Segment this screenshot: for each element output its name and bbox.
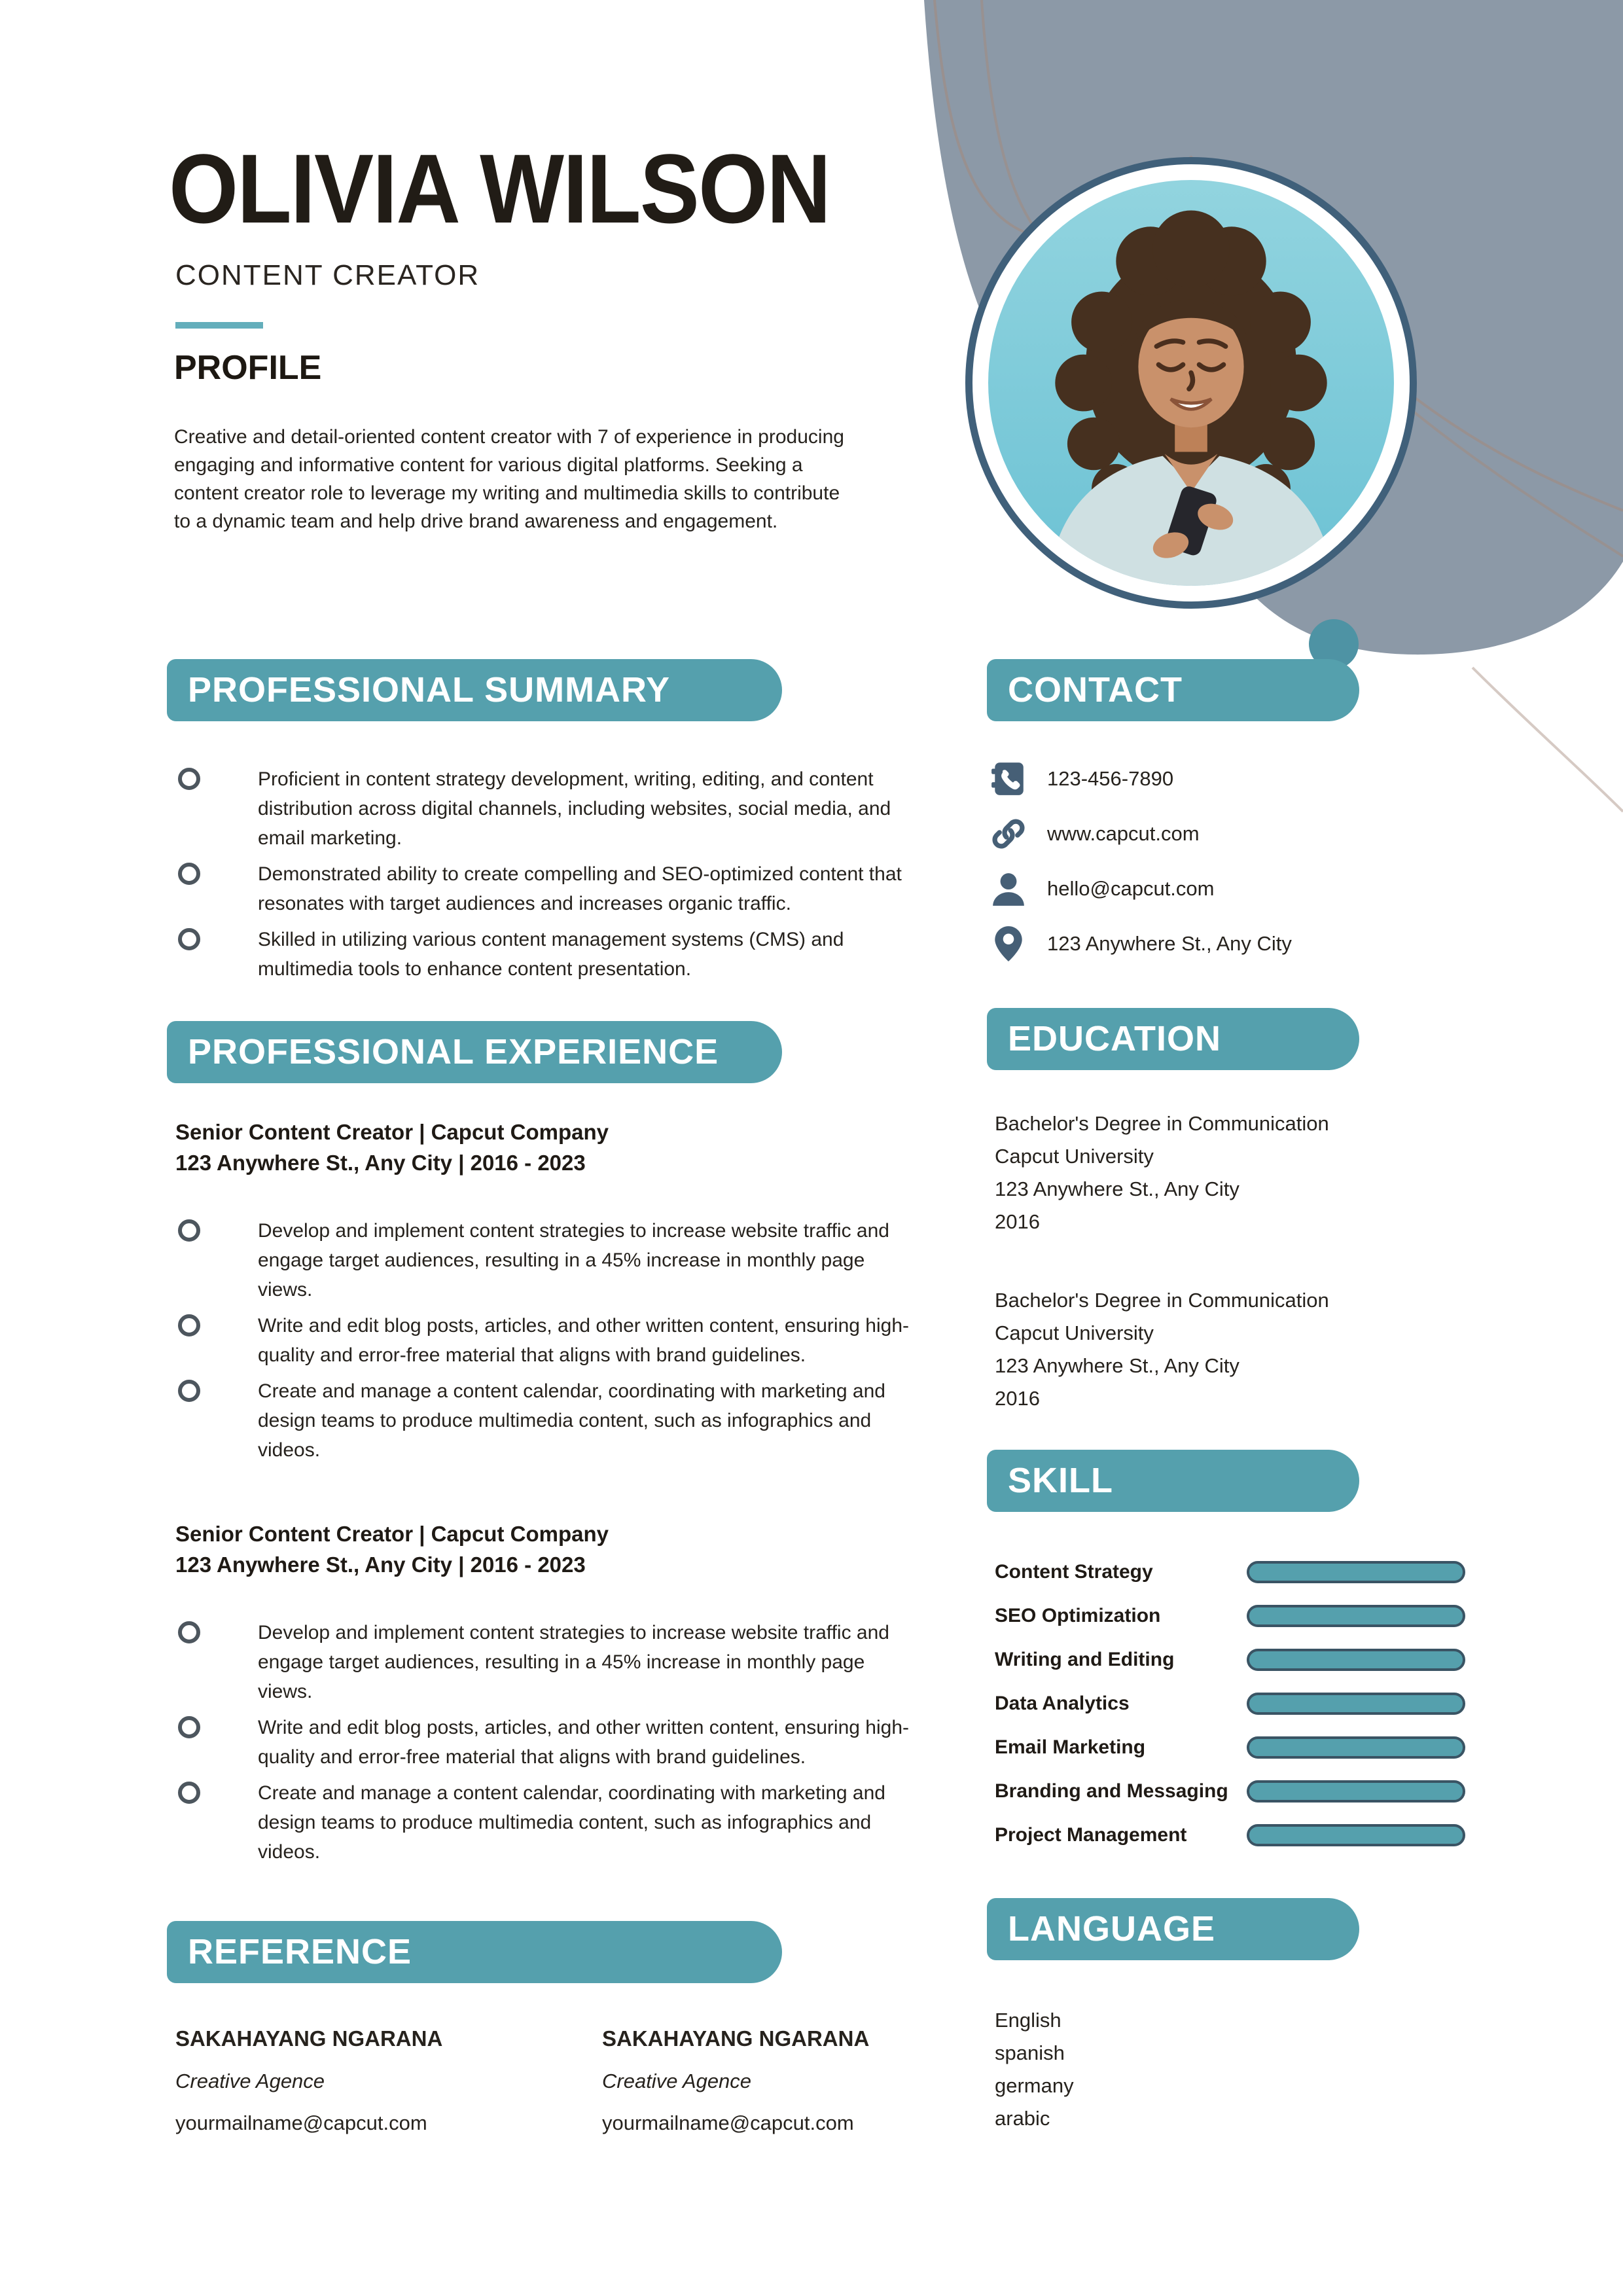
list-item: Write and edit blog posts, articles, and other written content, ensuring high-quality and error-free material that aligns with brand guidelines.	[174, 1713, 923, 1772]
skill-label: Content Strategy	[995, 1561, 1153, 1583]
skill-bar	[1247, 1736, 1465, 1759]
job-title-line: Senior Content Creator | Capcut Company	[175, 1120, 609, 1144]
accent-rule	[175, 322, 263, 329]
skill-label: Branding and Messaging	[995, 1780, 1228, 1802]
skill-label: Email Marketing	[995, 1736, 1146, 1758]
education-address: 123 Anywhere St., Any City	[995, 1177, 1240, 1200]
skill-row	[995, 1649, 1463, 1671]
profile-heading: PROFILE	[174, 349, 322, 387]
skill-row	[995, 1561, 1463, 1583]
job-bullets	[174, 1216, 923, 1471]
language-banner: LANGUAGE	[987, 1898, 1359, 1960]
reference-name: SAKAHAYANG NGARANA	[602, 2026, 870, 2051]
contact-item	[990, 924, 1292, 963]
reference-entry	[602, 2026, 1008, 2135]
skill-row	[995, 1824, 1463, 1846]
experience-banner: PROFESSIONAL EXPERIENCE	[167, 1021, 782, 1083]
list-item: Develop and implement content strategies to increase website traffic and engage target audiences, resulting in a 45% increase in monthly page views.	[174, 1216, 923, 1304]
education-entry	[995, 1107, 1571, 1238]
contact-item	[990, 814, 1200, 853]
education-school: Capcut University	[995, 1145, 1154, 1168]
list-item: Demonstrated ability to create compelling and SEO-optimized content that resonates with target audiences and increases organic traffic.	[174, 859, 923, 918]
skill-row	[995, 1736, 1463, 1759]
skill-row	[995, 1605, 1463, 1627]
skill-bar	[1247, 1780, 1465, 1803]
skill-label: Writing and Editing	[995, 1649, 1175, 1670]
job-title-line: Senior Content Creator | Capcut Company	[175, 1522, 609, 1546]
person-icon	[990, 870, 1027, 908]
reference-email: yourmailname@capcut.com	[602, 2111, 854, 2134]
list-item: Develop and implement content strategies to increase website traffic and engage target audiences, resulting in a 45% increase in monthly page views.	[174, 1618, 923, 1706]
list-item: Create and manage a content calendar, coordinating with marketing and design teams to produce multimedia content, such as infographics and videos.	[174, 1376, 923, 1465]
reference-name: SAKAHAYANG NGARANA	[175, 2026, 443, 2051]
language-item: spanish	[995, 2041, 1065, 2064]
decorative-line	[1472, 668, 1623, 812]
contact-website: www.capcut.com	[1047, 822, 1200, 845]
phone-icon	[990, 760, 1027, 798]
summary-list	[174, 764, 923, 990]
reference-banner: REFERENCE	[167, 1921, 782, 1983]
contact-item	[990, 869, 1214, 908]
skill-banner: SKILL	[987, 1450, 1359, 1512]
job-header	[175, 1117, 609, 1178]
contact-address: 123 Anywhere St., Any City	[1047, 932, 1292, 955]
education-year: 2016	[995, 1210, 1040, 1233]
job-meta-line: 123 Anywhere St., Any City | 2016 - 2023	[175, 1552, 586, 1577]
education-degree: Bachelor's Degree in Communication	[995, 1289, 1329, 1312]
language-item: germany	[995, 2074, 1074, 2097]
skill-row	[995, 1780, 1463, 1803]
profile-text: Creative and detail-oriented content creator with 7 of experience in producing engaging and informative content for various digital platforms. Seeking a content creator role to leverage my writing and multimedia skills to contribute to a dynamic team and help drive brand awareness and engagement.	[174, 426, 844, 532]
language-list	[995, 2004, 1074, 2135]
education-banner: EDUCATION	[987, 1008, 1359, 1070]
skill-bar	[1247, 1605, 1465, 1627]
skill-bar	[1247, 1693, 1465, 1715]
skill-label: Data Analytics	[995, 1693, 1130, 1714]
contact-banner: CONTACT	[987, 659, 1359, 721]
contact-item	[990, 759, 1173, 798]
skill-bar	[1247, 1649, 1465, 1671]
skill-label: Project Management	[995, 1824, 1187, 1846]
education-degree: Bachelor's Degree in Communication	[995, 1112, 1329, 1135]
avatar-illustration	[988, 180, 1394, 586]
skill-label: SEO Optimization	[995, 1605, 1161, 1626]
skill-bar	[1247, 1824, 1465, 1846]
contact-email: hello@capcut.com	[1047, 877, 1215, 900]
job-header	[175, 1518, 609, 1580]
list-item: Write and edit blog posts, articles, and other written content, ensuring high-quality and error-free material that aligns with brand guidelines.	[174, 1311, 923, 1370]
job-title: CONTENT CREATOR	[175, 259, 480, 291]
language-item: English	[995, 2009, 1061, 2032]
job-bullets	[174, 1618, 923, 1873]
reference-email: yourmailname@capcut.com	[175, 2111, 427, 2134]
summary-banner: PROFESSIONAL SUMMARY	[167, 659, 782, 721]
reference-company: Creative Agence	[175, 2070, 325, 2092]
skill-row	[995, 1693, 1463, 1715]
link-icon	[990, 815, 1027, 853]
contact-phone: 123-456-7890	[1047, 767, 1174, 790]
job-meta-line: 123 Anywhere St., Any City | 2016 - 2023	[175, 1151, 586, 1175]
education-school: Capcut University	[995, 1321, 1154, 1344]
skill-bar	[1247, 1561, 1465, 1583]
list-item: Proficient in content strategy development, writing, editing, and content distribution across digital channels, including websites, social media, and email marketing.	[174, 764, 923, 853]
reference-company: Creative Agence	[602, 2070, 752, 2092]
list-item: Skilled in utilizing various content management systems (CMS) and multimedia tools to enhance content presentation.	[174, 925, 923, 984]
language-item: arabic	[995, 2107, 1050, 2130]
education-year: 2016	[995, 1387, 1040, 1410]
list-item: Create and manage a content calendar, coordinating with marketing and design teams to produce multimedia content, such as infographics and videos.	[174, 1778, 923, 1867]
reference-entry	[175, 2026, 581, 2135]
location-pin-icon	[990, 925, 1027, 963]
profile-photo	[965, 157, 1417, 609]
education-entry	[995, 1284, 1571, 1415]
page-title: OLIVIA WILSON	[169, 134, 830, 243]
education-address: 123 Anywhere St., Any City	[995, 1354, 1240, 1377]
